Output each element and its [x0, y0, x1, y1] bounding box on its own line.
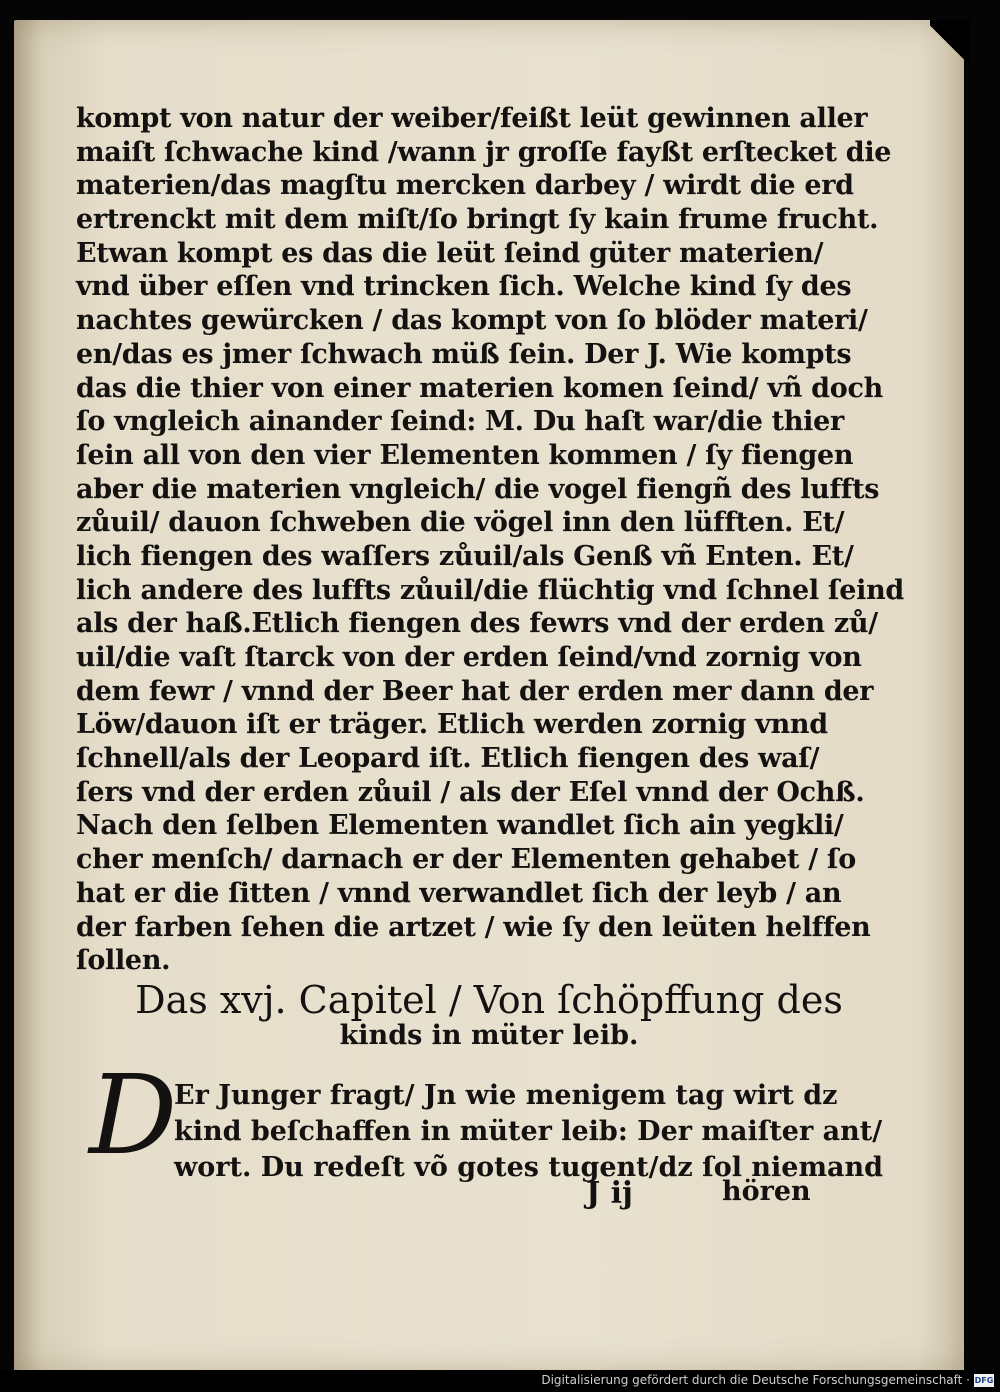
text-line: nachtes gewürcken / das kompt von ſo blöder materi/ — [76, 305, 868, 337]
text-line: Er Junger fragt/ Jn wie menigem tag wirt dz — [174, 1080, 838, 1111]
text-line: ertrenckt mit dem miſt/ſo bringt ſy kain frume frucht. — [76, 204, 879, 236]
chapter-heading: Das xvj. Capitel / Von ſchöpffung des — [135, 978, 843, 1022]
text-line: Löw/dauon iſt er träger. Etlich werden zornig vnnd — [76, 709, 828, 741]
funding-credit: Digitalisierung gefördert durch die Deutsche Forschungsgemeinschaft · — [541, 1373, 970, 1387]
chapter-subheading: kinds in müter leib. — [339, 1020, 639, 1051]
book-page — [14, 20, 964, 1372]
text-line: als der haß.Etlich fiengen des fewrs vnd der erden zů/ — [76, 608, 878, 640]
text-line: ſchnell/als der Leopard iſt. Etlich fiengen des waſ/ — [76, 743, 820, 775]
body-text — [76, 102, 904, 978]
text-line: vnd über eſſen vnd trincken ſich. Welche kind ſy des — [76, 271, 852, 303]
text-line: cher menſch/ darnach er der Elementen gehabet / ſo — [76, 844, 856, 876]
text-line: das die thier von einer materien komen ſeind/ vñ doch — [76, 372, 883, 404]
text-line: aber die materien vngleich/ die vogel fiengñ des luffts — [76, 473, 880, 505]
footer-bar — [0, 1370, 1000, 1392]
text-line: lich andere des luffts zůuil/die flüchtig vnd ſchnel ſeind — [76, 574, 904, 606]
text-line: maiſt ſchwache kind /wann jr groſſe fayßt erſtecket die — [76, 136, 892, 168]
text-line: der farben ſehen die artzet / wie ſy den leüten helffen — [76, 911, 871, 943]
text-line: dem fewr / vnnd der Beer hat der erden mer dann der — [76, 675, 874, 707]
text-line: zůuil/ dauon ſchweben die vögel inn den lüfften. Et/ — [76, 507, 845, 539]
text-line: kompt von natur der weiber/feißt leüt gewinnen aller — [76, 103, 868, 134]
text-line: ſers vnd der erden zůuil / als der Eſel vnnd der Ochß. — [76, 776, 865, 808]
text-line: wort. Du redeſt võ gotes tugent/dz ſol niemand — [174, 1152, 884, 1183]
text-line: uil/die vaſt ſtarck von der erden ſeind/vnd zornig von — [76, 642, 862, 673]
text-line: en/das es jmer ſchwach müß ſein. Der J. Wie kompts — [76, 338, 852, 370]
text-line: Nach den ſelben Elementen wandlet ſich ain yegkli/ — [76, 810, 844, 842]
text-line: lich fiengen des waſſers zůuil/als Genß vñ Enten. Et/ — [76, 540, 854, 572]
dfg-logo: DFG — [974, 1376, 994, 1385]
text-line: ſein all von den vier Elementen kommen / ſy fiengen — [76, 439, 854, 471]
signature-mark: J ij — [586, 1176, 633, 1211]
text-line: ſo vngleich ainander ſeind: M. Du haſt war/die thier — [76, 406, 844, 438]
text-line: Etwan kompt es das die leüt ſeind güter materien/ — [76, 237, 824, 269]
text-line: kind beſchaffen in müter leib: Der maiſter ant/ — [174, 1116, 883, 1147]
drop-cap-initial: D — [89, 1051, 178, 1179]
text-line: ſollen. — [76, 945, 171, 977]
text-line: materien/das magſtu mercken darbey / wirdt die erd — [76, 170, 854, 202]
catchword: hören — [722, 1176, 811, 1207]
text-line: hat er die ſitten / vnnd verwandlet ſich der leyb / an — [76, 877, 842, 909]
chapter-paragraph — [174, 1078, 884, 1186]
